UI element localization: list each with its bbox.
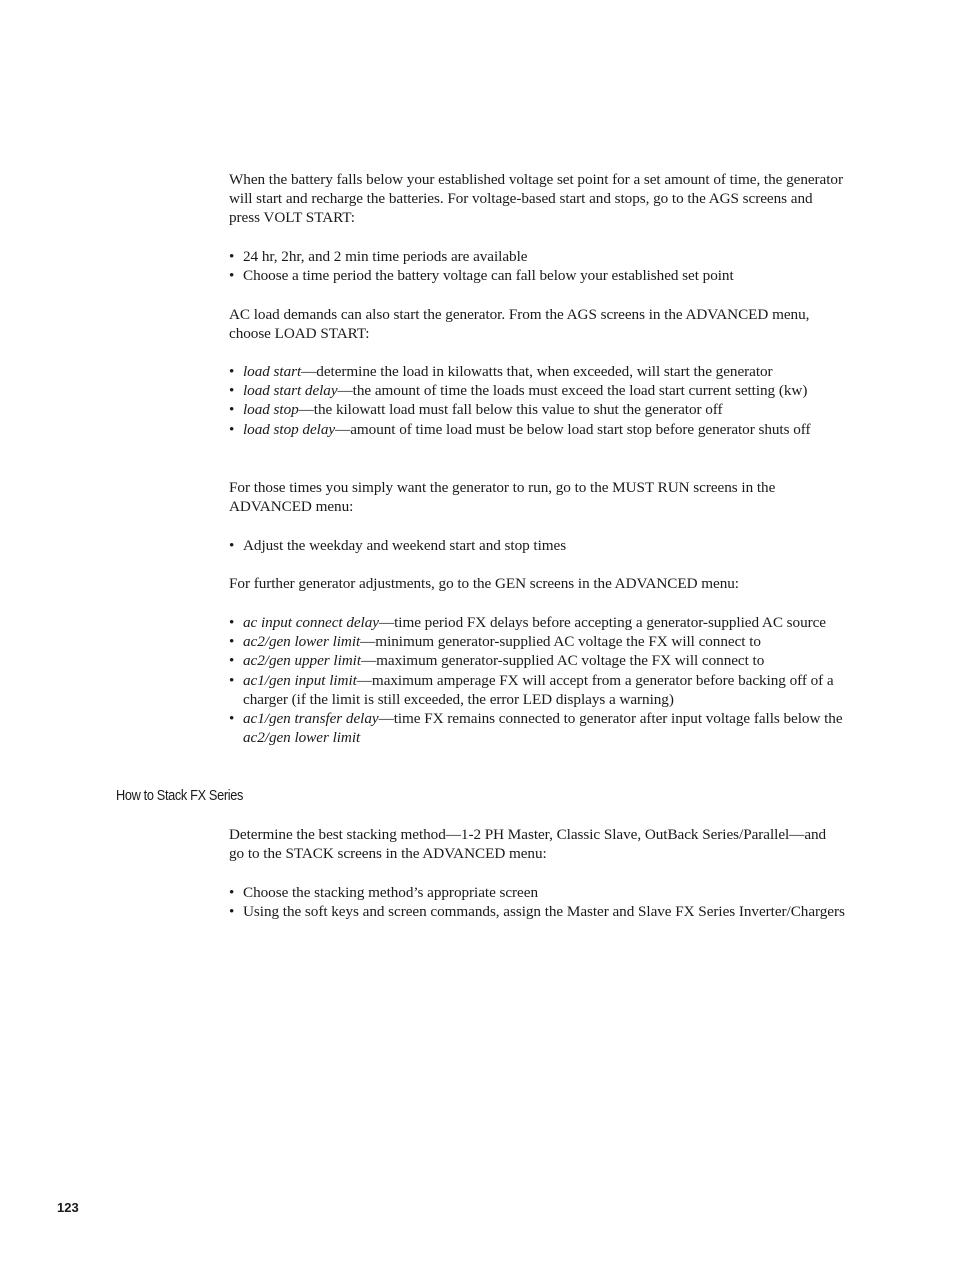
list-item: • Adjust the weekday and weekend start and stop times <box>229 537 567 554</box>
paragraph-gen-screens: For further generator adjustments, go to the GEN screens in the ADVANCED menu: <box>229 575 739 592</box>
setting-term: ac input connect delay <box>243 614 379 631</box>
setting-term: ac2/gen upper limit <box>243 652 361 670</box>
bullet-glyph: • <box>229 382 235 400</box>
bullet-glyph: • <box>229 903 235 921</box>
setting-description: —the amount of time the loads must exceed the load start current setting (kw) <box>337 382 808 400</box>
paragraph-stacking: Determine the best stacking method—1-2 PH Master, Classic Slave, OutBack Series/Parallel—and go to the STACK screens in the ADVANCED menu: <box>229 826 827 863</box>
list-must-run <box>229 536 849 555</box>
setting-term: load start delay <box>243 382 338 400</box>
list-load-settings <box>229 362 849 439</box>
list-item <box>229 381 849 400</box>
setting-description: —maximum generator-supplied AC voltage the FX will connect to <box>361 652 765 670</box>
list-item: • Choose a time period the battery voltage can fall below your established set point <box>229 267 734 285</box>
setting-term: ac1/gen input limit <box>243 671 357 689</box>
setting-term: load stop delay <box>243 420 336 438</box>
setting-term: ac2/gen lower limit <box>243 633 361 651</box>
bullet-glyph: • <box>229 537 235 554</box>
bullet-glyph: • <box>229 267 235 285</box>
list-stacking <box>229 883 849 921</box>
paragraph-load-start: AC load demands can also start the generator. From the AGS screens in the ADVANCED menu, choose LOAD START: <box>229 306 810 343</box>
list-item <box>229 362 849 381</box>
paragraph-must-run: For those times you simply want the generator to run, go to the MUST RUN screens in the ADVANCED menu: <box>229 479 776 516</box>
list-item <box>229 709 849 747</box>
bullet-glyph: • <box>229 614 235 631</box>
setting-description: —minimum generator-supplied AC voltage the FX will connect to <box>360 633 761 651</box>
list-time-periods <box>229 247 849 285</box>
page-number: 123 <box>57 1200 79 1215</box>
bullet-glyph: • <box>229 363 235 380</box>
list-item <box>229 420 849 439</box>
setting-description: —amount of time load must be below load start stop before generator shuts off <box>335 420 811 438</box>
list-item: • Using the soft keys and screen commands, assign the Master and Slave FX Series Inverter/Chargers <box>229 903 845 921</box>
list-item: • Choose the stacking method’s appropriate screen <box>229 884 538 901</box>
list-item: • 24 hr, 2hr, and 2 min time periods are available <box>229 248 528 265</box>
bullet-glyph: • <box>229 652 235 670</box>
setting-description: —time FX remains connected to generator after input voltage falls below the <box>378 710 843 728</box>
setting-term: load start <box>243 363 302 380</box>
bullet-glyph: • <box>229 401 235 419</box>
bullet-glyph: • <box>229 633 235 651</box>
setting-description: —the kilowatt load must fall below this value to shut the generator off <box>298 401 723 419</box>
section-heading: How to Stack FX Series <box>116 788 243 804</box>
bullet-glyph: • <box>229 710 235 728</box>
list-gen-settings <box>229 613 849 747</box>
setting-description: —determine the load in kilowatts that, when exceeded, will start the generator <box>301 363 773 380</box>
setting-description: —time period FX delays before accepting a generator-supplied AC source <box>378 614 826 631</box>
setting-description: —maximum amperage FX will accept from a generator before backing off of a charger (if the limit is still exceeded, the error LED displays a warning) <box>243 671 834 708</box>
bullet-glyph: • <box>229 671 235 689</box>
list-item <box>229 651 849 670</box>
list-item <box>229 632 849 651</box>
list-item <box>229 613 849 632</box>
bullet-glyph: • <box>229 248 235 265</box>
setting-term-reference: ac2/gen lower limit <box>243 729 361 747</box>
setting-term: load stop <box>243 401 299 419</box>
paragraph-volt-start: When the battery falls below your established voltage set point for a set amount of time, the generator will start and recharge the batteries. For voltage-based start and stops, go to the AGS screens and press VOLT START: <box>229 171 843 227</box>
setting-term: ac1/gen transfer delay <box>243 710 379 728</box>
list-item <box>229 671 849 709</box>
bullet-glyph: • <box>229 884 235 901</box>
list-item <box>229 400 849 419</box>
bullet-glyph: • <box>229 420 235 438</box>
